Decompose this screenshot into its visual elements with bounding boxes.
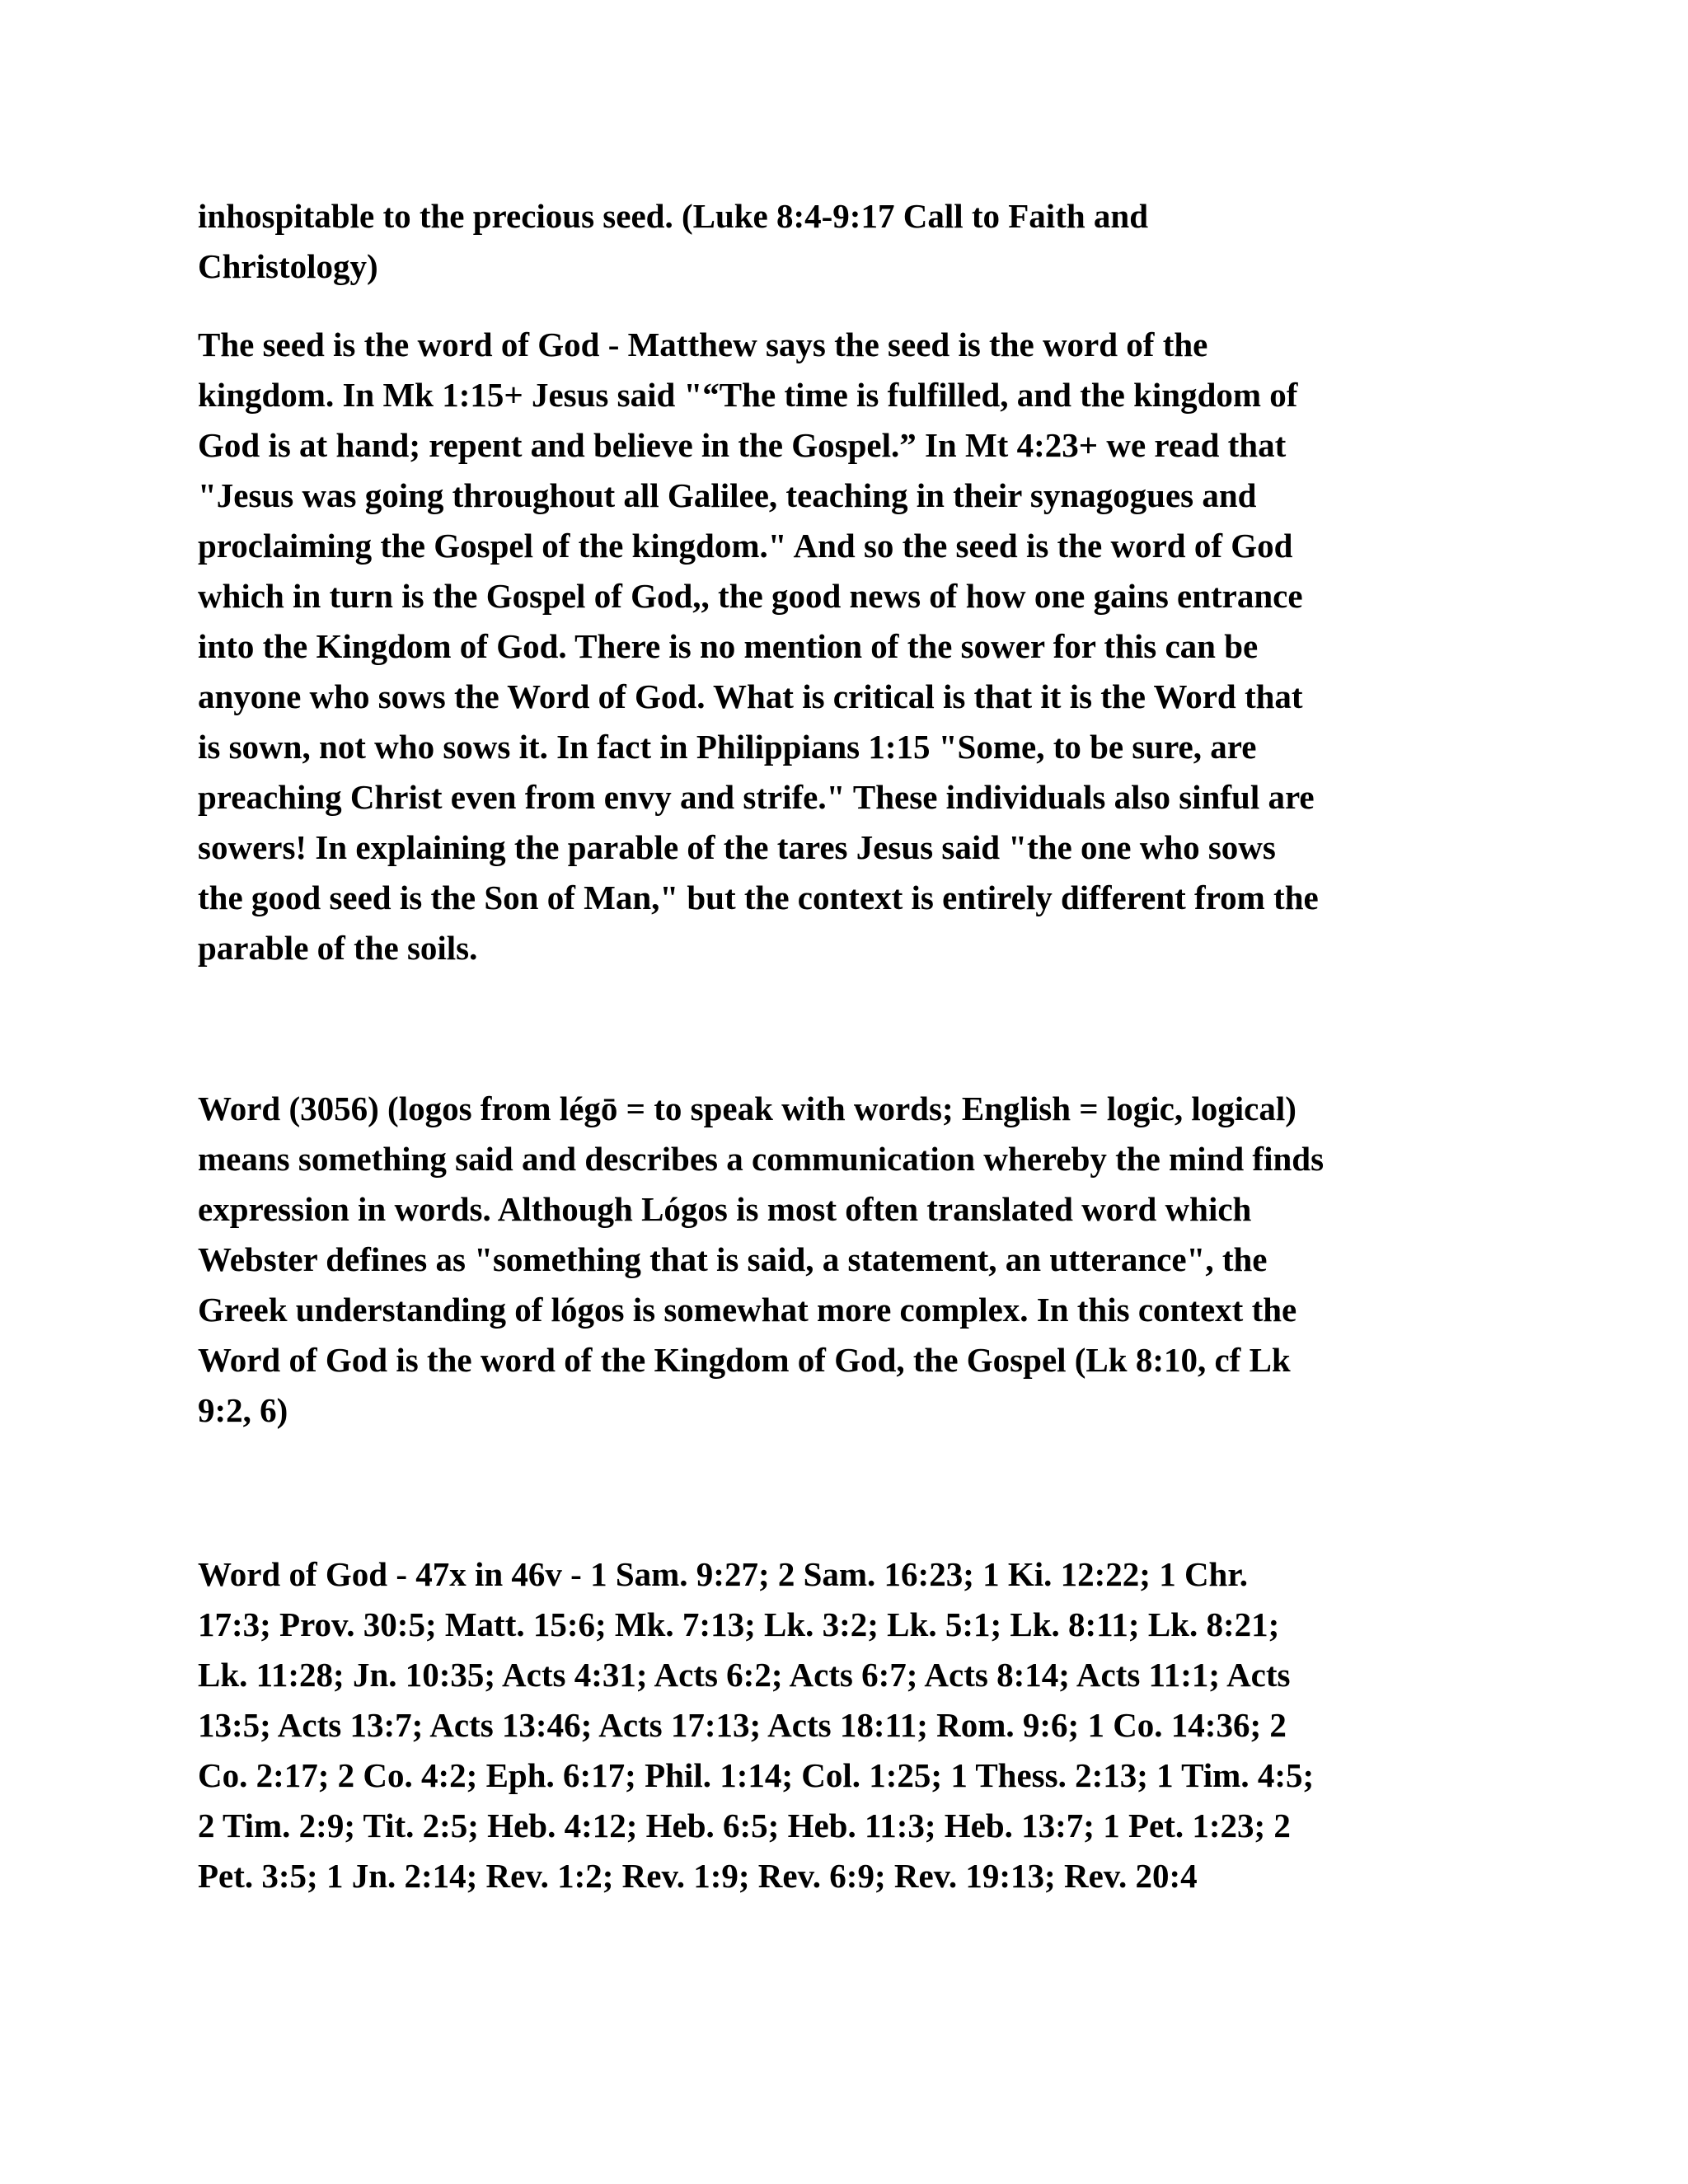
paragraph-seed-word-of-god: The seed is the word of God - Matthew says the seed is the word of the kingdom. In Mk 1:15+ Jesus said "“The time is fulfilled, and the kingdom of God is at hand; repent and believe in the Gospel.” In Mt 4:23+ we read that "Jesus was going throughout all Galilee, teaching in their synagogues and proclaiming the Gospel of the kingdom." And so the seed is the word of God which in turn is the Gospel of God,, the good news of how one gains entrance into the Kingdom of God. There is no mention of the sower for this can be anyone who sows the Word of God. What is critical is that it is the Word that is sown, not who sows it. In fact in Philippians 1:15 "Some, to be sure, are preaching Christ even from envy and strife." These individuals also sinful are sowers! In explaining the parable of the tares Jesus said "the one who sows the good seed is the Son of Man," but the context is entirely different from the parable of the soils.: [198, 326, 1319, 967]
paragraph-word-of-god-references: Word of God - 47x in 46v - 1 Sam. 9:27; 2 Sam. 16:23; 1 Ki. 12:22; 1 Chr. 17:3; Prov. 30:5; Matt. 15:6; Mk. 7:13; Lk. 3:2; Lk. 5:1; Lk. 8:11; Lk. 8:21; Lk. 11:28; Jn. 10:35; Acts 4:31; Acts 6:2; Acts 6:7; Acts 8:14; Acts 11:1; Acts 13:5; Acts 13:7; Acts 13:46; Acts 17:13; Acts 18:11; Rom. 9:6; 1 Co. 14:36; 2 Co. 2:17; 2 Co. 4:2; Eph. 6:17; Phil. 1:14; Col. 1:25; 1 Thess. 2:13; 1 Tim. 4:5; 2 Tim. 2:9; Tit. 2:5; Heb. 4:12; Heb. 6:5; Heb. 11:3; Heb. 13:7; 1 Pet. 1:23; 2 Pet. 3:5; 1 Jn. 2:14; Rev. 1:2; Rev. 1:9; Rev. 6:9; Rev. 19:13; Rev. 20:4: [198, 1555, 1315, 1895]
paragraph-luke-context: inhospitable to the precious seed. (Luke 8:4-9:17 Call to Faith and Christology): [198, 197, 1149, 285]
paragraph-logos-definition: Word (3056) (logos from légō = to speak with words; English = logic, logical) means something said and describes a communication whereby the mind finds expression in words. Although Lógos is most often translated word which Webster defines as "something that is said, a statement, an utterance", the Greek understanding of lógos is somewhat more complex. In this context the Word of God is the word of the Kingdom of God, the Gospel (Lk 8:10, cf Lk 9:2, 6): [198, 1090, 1325, 1429]
